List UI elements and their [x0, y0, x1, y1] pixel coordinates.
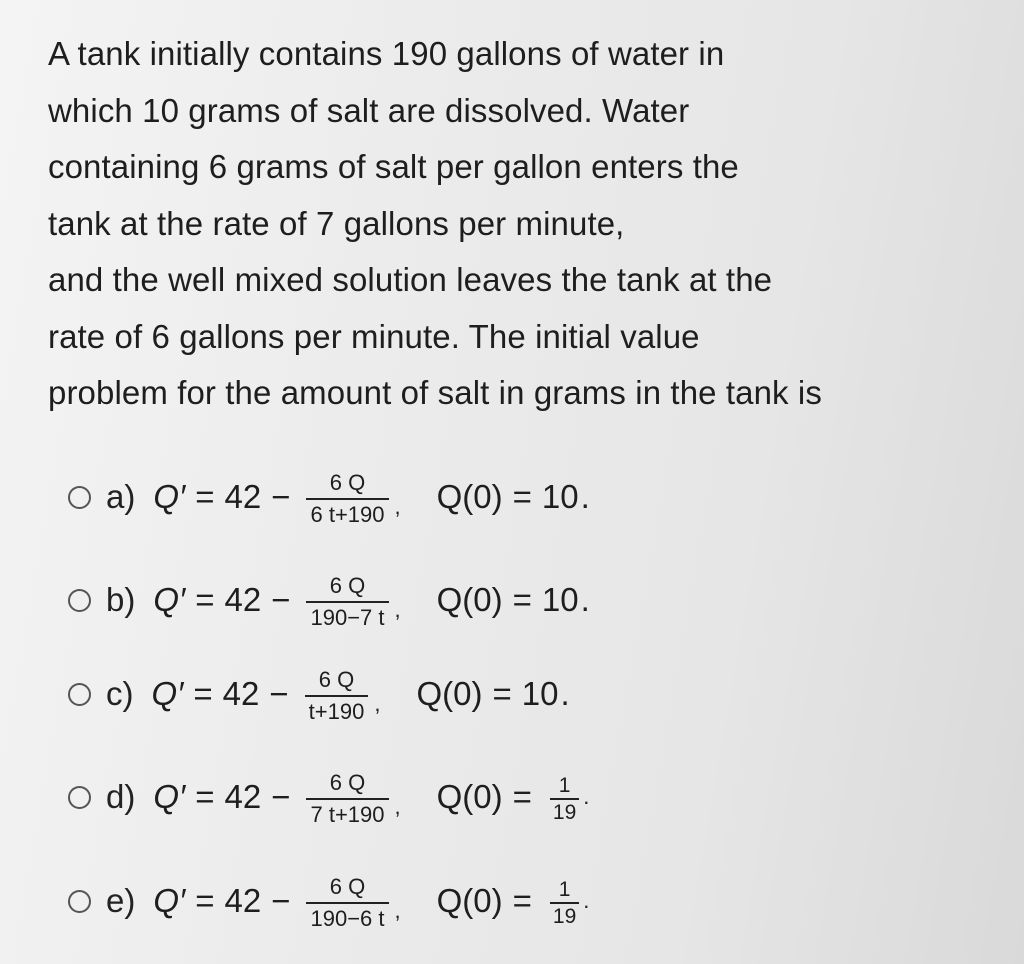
initial-fraction	[550, 878, 579, 928]
minus-sign: −	[271, 778, 291, 815]
fraction-numerator: 6 Q	[329, 470, 366, 495]
fraction-denominator: 190−7 t	[306, 601, 388, 631]
end-period: .	[560, 675, 570, 712]
equation-constant: 42	[224, 581, 262, 618]
equals-sign: =	[512, 478, 532, 515]
initial-lhs: Q(0)	[436, 581, 503, 618]
option-letter: d)	[106, 778, 136, 815]
equation-fraction	[306, 874, 388, 932]
end-period: .	[580, 581, 590, 618]
option-equation	[153, 872, 436, 930]
end-period: .	[583, 784, 590, 809]
option-equation	[152, 665, 417, 723]
question-line: and the well mixed solution leaves the tank at the	[48, 261, 773, 298]
initial-value: 10	[541, 581, 579, 618]
equation-lhs: Q′	[153, 581, 186, 618]
fraction-numerator: 1	[558, 878, 571, 901]
option-b[interactable]	[68, 565, 590, 635]
option-c[interactable]	[68, 659, 570, 729]
separator-comma: ,	[394, 494, 401, 519]
fraction-denominator: 7 t+190	[306, 798, 388, 828]
initial-lhs: Q(0)	[416, 675, 483, 712]
equation-fraction	[306, 470, 388, 528]
equation-constant: 42	[224, 478, 262, 515]
equation-lhs: Q′	[153, 778, 186, 815]
fraction-denominator: 190−6 t	[306, 902, 388, 932]
initial-condition	[437, 581, 590, 619]
initial-lhs: Q(0)	[436, 882, 503, 919]
question-line: rate of 6 gallons per minute. The initial value	[48, 317, 700, 355]
option-a[interactable]	[68, 462, 590, 532]
equation-fraction	[306, 573, 388, 631]
equation-fraction	[306, 770, 388, 828]
option-d[interactable]	[68, 762, 589, 832]
end-period: .	[583, 888, 590, 913]
initial-value: 10	[521, 675, 559, 712]
radio-button[interactable]	[68, 786, 91, 809]
minus-sign: −	[271, 882, 291, 919]
option-equation	[153, 468, 436, 526]
question-line: A tank initially contains 190 gallons of water in	[48, 35, 725, 72]
equation-constant: 42	[224, 778, 262, 815]
option-e[interactable]	[68, 866, 589, 936]
radio-button[interactable]	[68, 890, 91, 913]
fraction-numerator: 6 Q	[329, 874, 366, 899]
equals-sign: =	[512, 882, 532, 919]
separator-comma: ,	[394, 794, 401, 819]
equation-constant: 42	[222, 675, 260, 712]
equation-lhs: Q′	[153, 882, 186, 919]
initial-condition	[437, 876, 590, 926]
radio-button[interactable]	[68, 486, 91, 509]
separator-comma: ,	[394, 597, 401, 622]
end-period: .	[580, 478, 590, 515]
fraction-denominator: t+190	[305, 695, 369, 725]
option-letter: a)	[106, 478, 136, 515]
initial-lhs: Q(0)	[436, 478, 503, 515]
fraction-denominator: 19	[550, 902, 579, 928]
initial-lhs: Q(0)	[436, 778, 503, 815]
equals-sign: =	[195, 778, 215, 815]
radio-button[interactable]	[68, 589, 91, 612]
option-equation	[153, 571, 436, 629]
equation-fraction	[305, 667, 369, 725]
equation-lhs: Q′	[153, 478, 186, 515]
initial-value: 10	[541, 478, 579, 515]
initial-condition	[416, 675, 569, 713]
equals-sign: =	[512, 581, 532, 618]
minus-sign: −	[271, 478, 291, 515]
question-line: tank at the rate of 7 gallons per minute,	[48, 204, 625, 242]
option-equation	[153, 768, 436, 826]
initial-fraction	[550, 774, 579, 824]
fraction-denominator: 19	[550, 798, 579, 824]
question-line: problem for the amount of salt in grams in the tank is	[48, 374, 822, 411]
option-letter: c)	[106, 675, 134, 712]
equals-sign: =	[195, 478, 215, 515]
equation-constant: 42	[224, 882, 262, 919]
minus-sign: −	[269, 675, 289, 712]
equals-sign: =	[492, 675, 512, 712]
option-letter: e)	[106, 882, 136, 919]
fraction-numerator: 6 Q	[318, 667, 355, 692]
fraction-numerator: 6 Q	[329, 770, 366, 795]
minus-sign: −	[271, 581, 291, 618]
separator-comma: ,	[374, 691, 381, 716]
initial-condition	[437, 772, 590, 822]
fraction-numerator: 6 Q	[329, 573, 366, 598]
equals-sign: =	[195, 882, 215, 919]
initial-condition	[437, 478, 590, 516]
equation-lhs: Q′	[151, 675, 184, 712]
equals-sign: =	[193, 675, 213, 712]
question-line: which 10 grams of salt are dissolved. Water	[48, 91, 690, 129]
option-letter: b)	[106, 581, 136, 618]
equals-sign: =	[195, 581, 215, 618]
radio-button[interactable]	[68, 683, 91, 706]
fraction-denominator: 6 t+190	[306, 498, 388, 528]
fraction-numerator: 1	[558, 774, 571, 797]
equals-sign: =	[512, 778, 532, 815]
separator-comma: ,	[394, 898, 401, 923]
question-line: containing 6 grams of salt per gallon enters the	[48, 148, 739, 185]
